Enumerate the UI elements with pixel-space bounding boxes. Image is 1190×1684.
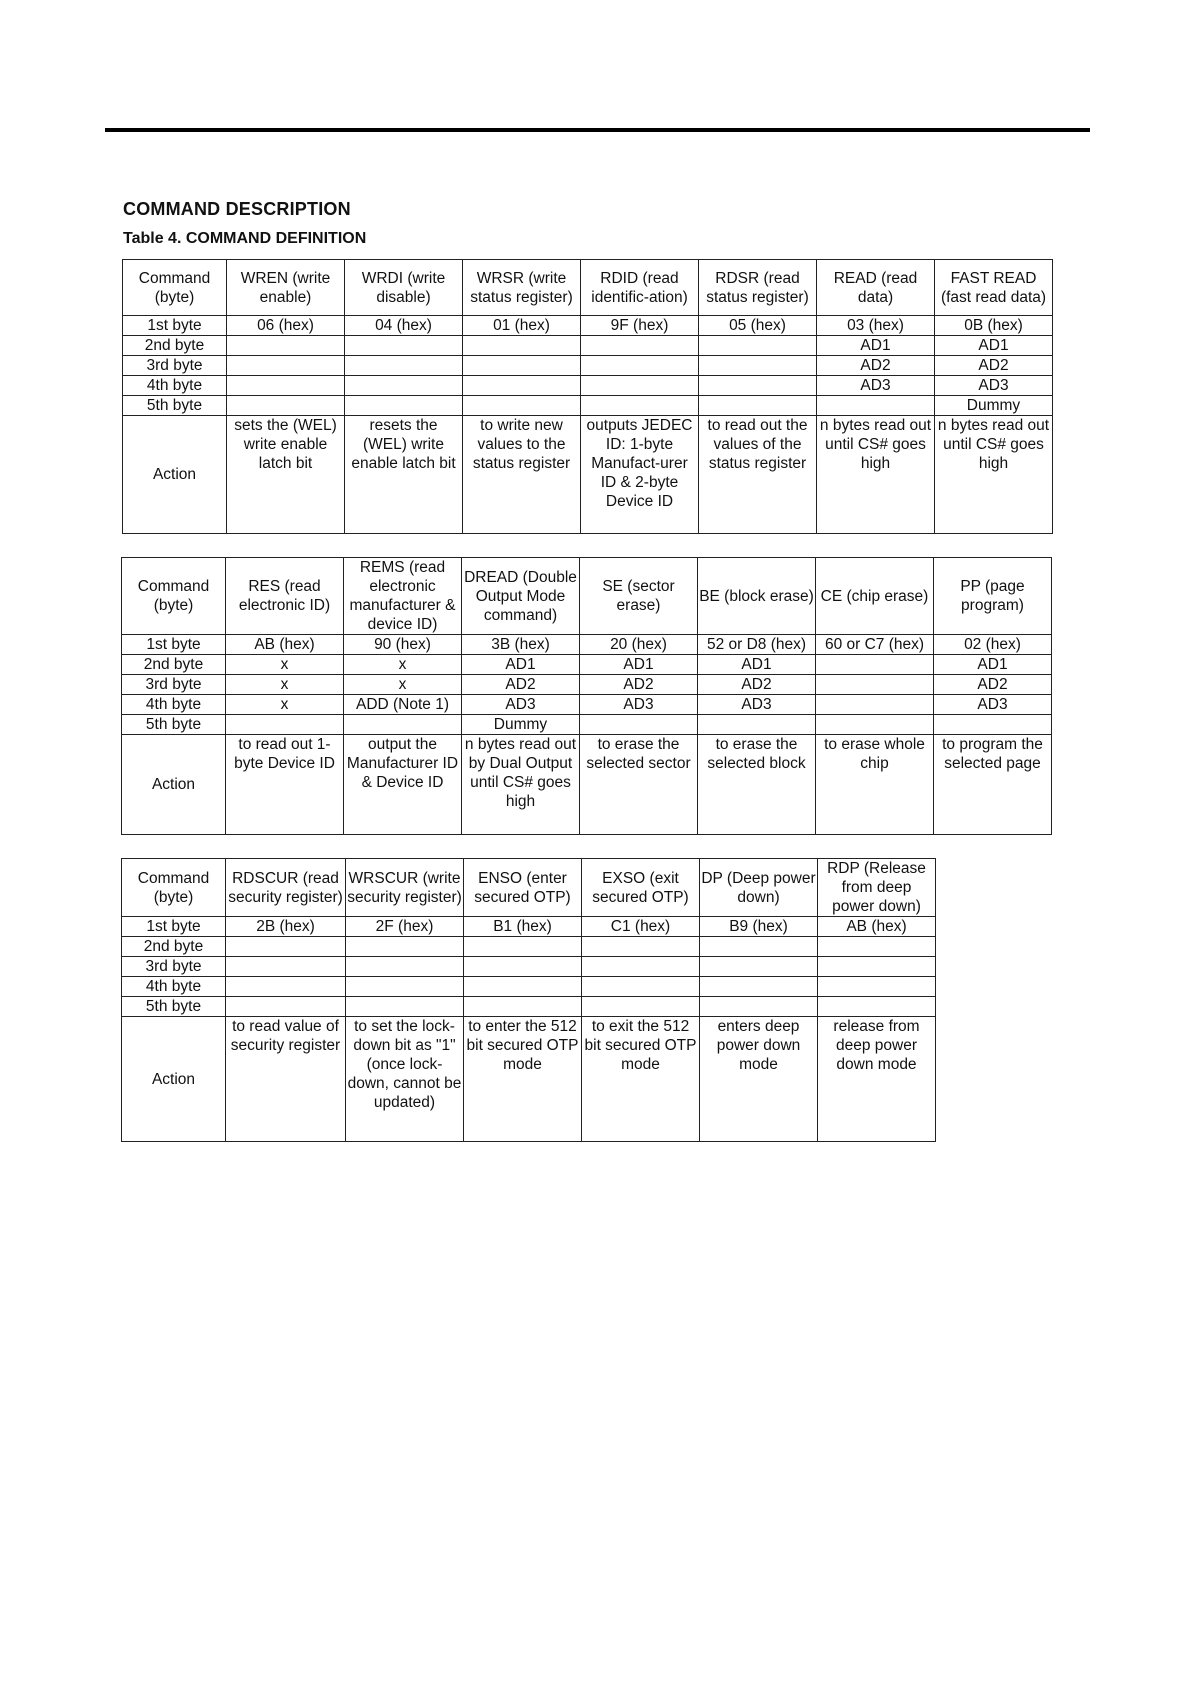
action-cell: release from deep power down mode (818, 1017, 936, 1142)
command-header: RDID (read identific-ation) (581, 260, 699, 316)
command-header: BE (block erase) (698, 558, 816, 635)
byte-cell: AD1 (935, 336, 1053, 356)
byte-cell (699, 356, 817, 376)
byte-row (122, 715, 1052, 735)
byte-cell: 06 (hex) (227, 316, 345, 336)
command-table-3 (121, 858, 936, 1142)
action-cell: outputs JEDEC ID: 1-byte Manufact-urer ID & 2-byte Device ID (581, 416, 699, 534)
byte-cell (226, 957, 346, 977)
section-title: COMMAND DESCRIPTION (123, 199, 351, 219)
byte-cell (699, 336, 817, 356)
byte-cell (818, 957, 936, 977)
action-cell: resets the (WEL) write enable latch bit (345, 416, 463, 534)
byte-cell: 20 (hex) (580, 635, 698, 655)
row-label-byte: 4th byte (122, 695, 226, 715)
byte-cell: 60 or C7 (hex) (816, 635, 934, 655)
byte-cell (227, 376, 345, 396)
byte-row (123, 356, 1053, 376)
byte-cell: 2B (hex) (226, 917, 346, 937)
action-row (123, 416, 1053, 534)
byte-cell (464, 977, 582, 997)
header-row (122, 558, 1052, 635)
row-label-action: Action (122, 735, 226, 835)
action-cell: to exit the 512 bit secured OTP mode (582, 1017, 700, 1142)
header-row (123, 260, 1053, 316)
byte-cell: AD3 (462, 695, 580, 715)
command-table-1 (122, 259, 1053, 534)
command-header: DP (Deep power down) (700, 859, 818, 917)
byte-row (122, 635, 1052, 655)
byte-cell (700, 997, 818, 1017)
byte-cell (346, 997, 464, 1017)
byte-cell: B1 (hex) (464, 917, 582, 937)
action-cell: n bytes read out by Dual Output until CS# goes high (462, 735, 580, 835)
command-header: RDSR (read status register) (699, 260, 817, 316)
byte-cell: Dummy (935, 396, 1053, 416)
action-cell: enters deep power down mode (700, 1017, 818, 1142)
byte-cell: AD2 (698, 675, 816, 695)
byte-cell (816, 695, 934, 715)
byte-cell (345, 356, 463, 376)
byte-cell: AD2 (934, 675, 1052, 695)
byte-row (123, 376, 1053, 396)
byte-cell (227, 336, 345, 356)
row-label-byte: 4th byte (122, 977, 226, 997)
top-rule (105, 128, 1090, 132)
byte-row (122, 937, 936, 957)
byte-cell: 01 (hex) (463, 316, 581, 336)
byte-cell: 52 or D8 (hex) (698, 635, 816, 655)
byte-cell: 0B (hex) (935, 316, 1053, 336)
byte-cell (581, 396, 699, 416)
command-header: FAST READ (fast read data) (935, 260, 1053, 316)
byte-cell (582, 997, 700, 1017)
byte-cell: 04 (hex) (345, 316, 463, 336)
command-table-2 (121, 557, 1052, 835)
action-cell: to read out the values of the status register (699, 416, 817, 534)
byte-cell (226, 937, 346, 957)
byte-cell: AD3 (817, 376, 935, 396)
byte-cell: 03 (hex) (817, 316, 935, 336)
row-label-byte: 2nd byte (122, 655, 226, 675)
byte-cell (346, 937, 464, 957)
byte-cell (344, 715, 462, 735)
row-label-action: Action (123, 416, 227, 534)
byte-row (122, 695, 1052, 715)
byte-cell (345, 336, 463, 356)
action-cell: to write new values to the status register (463, 416, 581, 534)
row-label-byte: 3rd byte (122, 675, 226, 695)
byte-cell: 3B (hex) (462, 635, 580, 655)
action-cell: to read value of security register (226, 1017, 346, 1142)
byte-cell: x (344, 675, 462, 695)
byte-cell (816, 715, 934, 735)
byte-row (123, 336, 1053, 356)
byte-cell: AD3 (580, 695, 698, 715)
byte-cell (345, 396, 463, 416)
byte-cell: AB (hex) (226, 635, 344, 655)
action-row (122, 735, 1052, 835)
row-label-byte: 5th byte (122, 997, 226, 1017)
action-cell: to erase the selected block (698, 735, 816, 835)
table-caption: Table 4. COMMAND DEFINITION (123, 230, 367, 247)
byte-cell (816, 655, 934, 675)
row-label-byte: 1st byte (122, 635, 226, 655)
byte-cell (226, 715, 344, 735)
byte-cell: Dummy (462, 715, 580, 735)
command-header: SE (sector erase) (580, 558, 698, 635)
byte-cell: AD1 (698, 655, 816, 675)
byte-cell (463, 356, 581, 376)
command-header: READ (read data) (817, 260, 935, 316)
action-row (122, 1017, 936, 1142)
byte-cell: x (226, 695, 344, 715)
action-cell: n bytes read out until CS# goes high (817, 416, 935, 534)
byte-row (122, 917, 936, 937)
byte-row (123, 316, 1053, 336)
byte-cell (816, 675, 934, 695)
byte-cell: AD2 (817, 356, 935, 376)
byte-cell (227, 396, 345, 416)
byte-cell: 02 (hex) (934, 635, 1052, 655)
byte-cell (581, 356, 699, 376)
action-cell: to read out 1-byte Device ID (226, 735, 344, 835)
byte-cell (698, 715, 816, 735)
command-header: RES (read electronic ID) (226, 558, 344, 635)
byte-row (123, 396, 1053, 416)
row-label-byte: 5th byte (123, 396, 227, 416)
byte-cell (463, 336, 581, 356)
byte-cell: AD1 (462, 655, 580, 675)
byte-cell: AD2 (935, 356, 1053, 376)
byte-cell: AD3 (935, 376, 1053, 396)
byte-cell: AD1 (817, 336, 935, 356)
byte-cell: AB (hex) (818, 917, 936, 937)
byte-row (122, 957, 936, 977)
row-label-command: Command (byte) (122, 859, 226, 917)
byte-cell (582, 977, 700, 997)
action-cell: to erase the selected sector (580, 735, 698, 835)
byte-cell (226, 997, 346, 1017)
byte-cell: AD2 (462, 675, 580, 695)
command-header: ENSO (enter secured OTP) (464, 859, 582, 917)
byte-cell (817, 396, 935, 416)
byte-cell (700, 937, 818, 957)
row-label-byte: 2nd byte (123, 336, 227, 356)
byte-cell: 9F (hex) (581, 316, 699, 336)
byte-cell (226, 977, 346, 997)
byte-cell: AD2 (580, 675, 698, 695)
row-label-byte: 3rd byte (123, 356, 227, 376)
command-header: PP (page program) (934, 558, 1052, 635)
command-header: DREAD (Double Output Mode command) (462, 558, 580, 635)
command-header: WRSCUR (write security register) (346, 859, 464, 917)
command-header: RDSCUR (read security register) (226, 859, 346, 917)
byte-cell (227, 356, 345, 376)
command-header: EXSO (exit secured OTP) (582, 859, 700, 917)
action-cell: to set the lock-down bit as "1" (once lock-down, cannot be updated) (346, 1017, 464, 1142)
byte-row (122, 997, 936, 1017)
byte-row (122, 675, 1052, 695)
row-label-byte: 2nd byte (122, 937, 226, 957)
row-label-byte: 5th byte (122, 715, 226, 735)
byte-cell: AD1 (580, 655, 698, 675)
byte-cell (464, 937, 582, 957)
byte-cell: AD3 (934, 695, 1052, 715)
action-cell: output the Manufacturer ID & Device ID (344, 735, 462, 835)
command-header: CE (chip erase) (816, 558, 934, 635)
byte-cell (700, 977, 818, 997)
byte-cell (464, 957, 582, 977)
row-label-command: Command (byte) (122, 558, 226, 635)
byte-cell (934, 715, 1052, 735)
byte-cell (463, 396, 581, 416)
byte-cell (699, 396, 817, 416)
byte-cell: 05 (hex) (699, 316, 817, 336)
row-label-byte: 1st byte (123, 316, 227, 336)
byte-cell: AD3 (698, 695, 816, 715)
byte-cell (700, 957, 818, 977)
byte-cell (463, 376, 581, 396)
command-header: WRDI (write disable) (345, 260, 463, 316)
row-label-byte: 1st byte (122, 917, 226, 937)
action-cell: to enter the 512 bit secured OTP mode (464, 1017, 582, 1142)
byte-cell: B9 (hex) (700, 917, 818, 937)
byte-cell (345, 376, 463, 396)
header-row (122, 859, 936, 917)
row-label-byte: 4th byte (123, 376, 227, 396)
byte-cell (580, 715, 698, 735)
command-header: REMS (read electronic manufacturer & device ID) (344, 558, 462, 635)
byte-cell: x (226, 675, 344, 695)
byte-cell (581, 376, 699, 396)
command-header: RDP (Release from deep power down) (818, 859, 936, 917)
action-cell: n bytes read out until CS# goes high (935, 416, 1053, 534)
byte-cell: 2F (hex) (346, 917, 464, 937)
row-label-action: Action (122, 1017, 226, 1142)
action-cell: to program the selected page (934, 735, 1052, 835)
byte-cell (464, 997, 582, 1017)
byte-cell (582, 937, 700, 957)
byte-cell (346, 977, 464, 997)
command-header: WRSR (write status register) (463, 260, 581, 316)
byte-cell (346, 957, 464, 977)
byte-cell (818, 937, 936, 957)
byte-cell: C1 (hex) (582, 917, 700, 937)
byte-cell: AD1 (934, 655, 1052, 675)
byte-row (122, 655, 1052, 675)
byte-cell: ADD (Note 1) (344, 695, 462, 715)
row-label-command: Command (byte) (123, 260, 227, 316)
row-label-byte: 3rd byte (122, 957, 226, 977)
byte-cell (818, 997, 936, 1017)
byte-cell: 90 (hex) (344, 635, 462, 655)
command-header: WREN (write enable) (227, 260, 345, 316)
byte-cell (581, 336, 699, 356)
byte-row (122, 977, 936, 997)
byte-cell: x (226, 655, 344, 675)
action-cell: sets the (WEL) write enable latch bit (227, 416, 345, 534)
byte-cell (818, 977, 936, 997)
action-cell: to erase whole chip (816, 735, 934, 835)
byte-cell: x (344, 655, 462, 675)
byte-cell (699, 376, 817, 396)
byte-cell (582, 957, 700, 977)
